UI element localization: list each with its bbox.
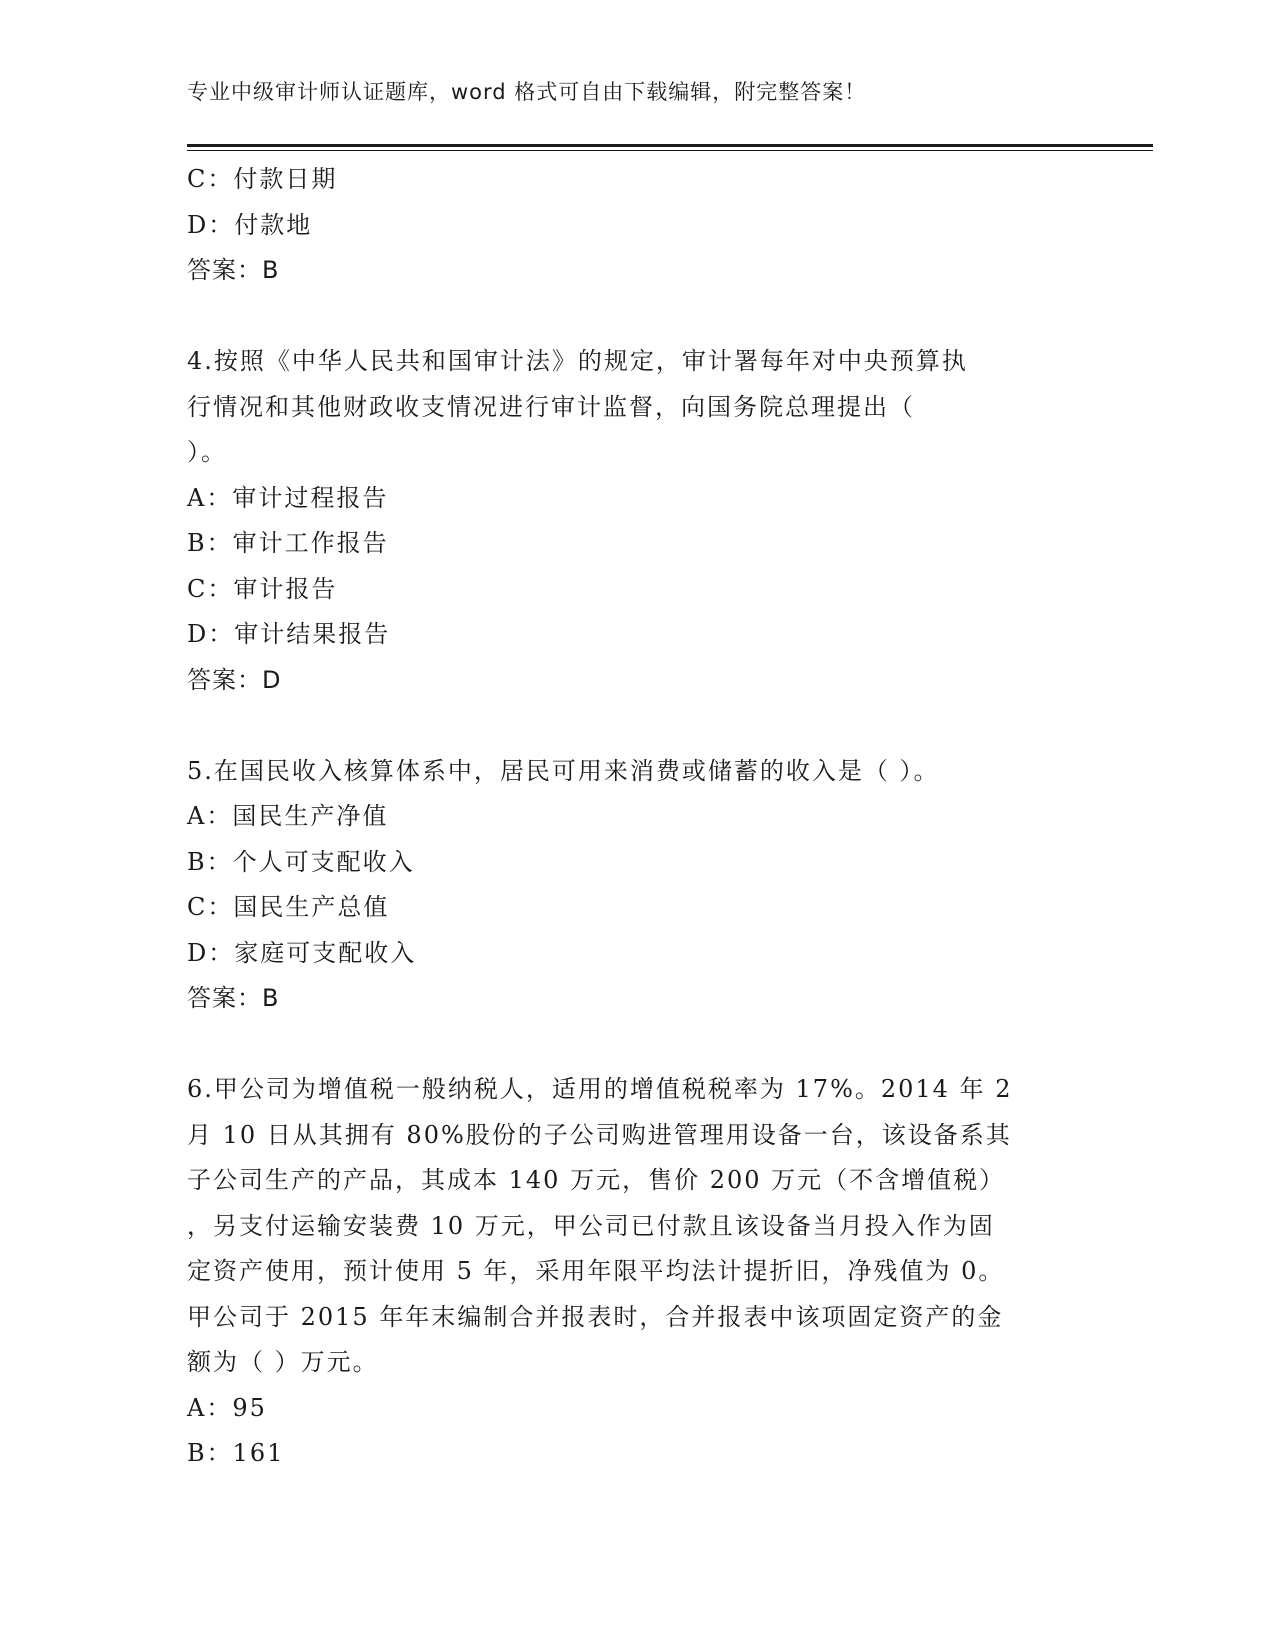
question-6-line-5: 定资产使用，预计使用 5 年，采用年限平均法计提折旧，净残值为 0。	[187, 1257, 1005, 1285]
option-a: A：95	[187, 1393, 267, 1422]
document-body	[187, 157, 1087, 1477]
answer-line: 答案：B	[187, 256, 280, 284]
option-b: B：审计工作报告	[187, 529, 389, 557]
question-6-line-7: 额为（ ）万元。	[187, 1348, 379, 1376]
question-5-line-1: 5.在国民收入核算体系中，居民可用来消费或储蓄的收入是（ ）。	[187, 756, 940, 785]
question-4-line-2: 行情况和其他财政收支情况进行审计监督，向国务院总理提出（	[187, 392, 915, 421]
question-6-line-1: 6.甲公司为增值税一般纳税人，适用的增值税税率为 17%。2014 年 2	[187, 1075, 1013, 1103]
spacer	[187, 703, 1087, 749]
option-d: D：家庭可支配收入	[187, 938, 417, 967]
question-6-line-2: 月 10 日从其拥有 80%股份的子公司购进管理用设备一台，该设备系其	[187, 1120, 1012, 1149]
option-c: C：国民生产总值	[187, 893, 390, 921]
question-6-line-6: 甲公司于 2015 年年末编制合并报表时，合并报表中该项固定资产的金	[187, 1302, 1004, 1331]
answer-line: 答案：D	[187, 665, 282, 694]
question-6-line-3: 子公司生产的产品，其成本 140 万元，售价 200 万元（不含增值税）	[187, 1166, 1006, 1194]
spacer	[187, 294, 1087, 340]
page-header: 专业中级审计师认证题库，word 格式可自由下载编辑，附完整答案！	[187, 80, 867, 104]
header-rule-thin	[187, 150, 1153, 151]
question-4-line-1: 4.按照《中华人民共和国审计法》的规定，审计署每年对中央预算执	[187, 347, 968, 375]
option-c: C：审计报告	[187, 574, 338, 603]
option-b: B：161	[187, 1439, 285, 1467]
spacer	[187, 1022, 1087, 1068]
option-d: D：审计结果报告	[187, 620, 391, 648]
question-6-line-4: ，另支付运输安装费 10 万元，甲公司已付款且该设备当月投入作为固	[187, 1211, 995, 1240]
header-rule-thick	[187, 144, 1153, 147]
option-c: C：付款日期	[187, 165, 338, 193]
question-4-line-3: ）。	[187, 438, 227, 466]
option-a: A：审计过程报告	[187, 483, 389, 512]
option-d: D：付款地	[187, 210, 313, 239]
answer-line: 答案：B	[187, 984, 280, 1012]
option-b: B：个人可支配收入	[187, 847, 415, 876]
option-a: A：国民生产净值	[187, 802, 389, 830]
